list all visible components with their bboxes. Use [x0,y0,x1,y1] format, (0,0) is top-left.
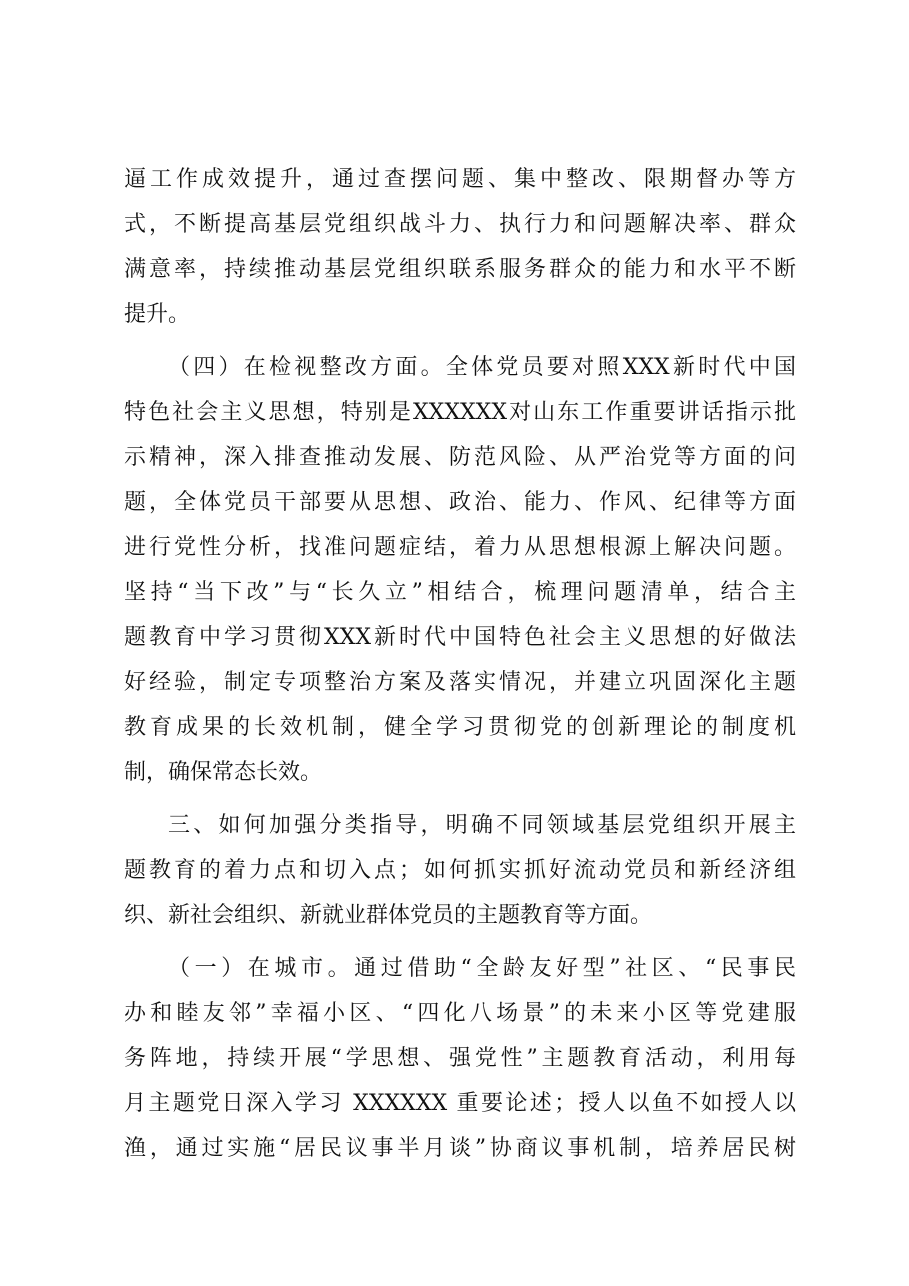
text-line: 坚持“当下改”与“长久立”相结合，梳理问题清单，结合主 [124,580,796,605]
text-line: 提升。 [124,302,191,327]
text-line: 制，确保常态长效。 [124,760,323,785]
text-line: 进行党性分析，找准问题症结，着力从思想根源上解决问题。 [124,535,796,560]
text-line: 题教育中学习贯彻XXX新时代中国特色社会主义思想的好做法 [124,625,796,650]
text-line: 题教育的着力点和切入点；如何抓实抓好流动党员和新经济组 [124,858,796,883]
text-line: 特色社会主义思想，特别是XXXXXX对山东工作重要讲话指示批 [124,400,796,425]
text-line: 满意率，持续推动基层党组织联系服务群众的能力和水平不断 [124,257,796,282]
text-line: 教育成果的长效机制，健全学习贯彻党的创新理论的制度机 [124,715,796,740]
text-line: 渔，通过实施“居民议事半月谈”协商议事机制，培养居民树 [124,1136,796,1161]
text-line: 三、如何加强分类指导，明确不同领域基层党组织开展主 [168,813,796,838]
text-line: 示精神，深入排查推动发展、防范风险、从严治党等方面的问 [124,445,796,470]
text-line: （四）在检视整改方面。全体党员要对照XXX新时代中国 [168,355,796,380]
paragraph-1 [124,157,796,337]
text-line: 题，全体党员干部要从思想、政治、能力、作风、纪律等方面 [124,490,796,515]
text-line: 逼工作成效提升，通过查摆问题、集中整改、限期督办等方 [124,167,796,192]
text-line: （一）在城市。通过借助“全龄友好型”社区、“民事民 [168,956,796,981]
text-line: 式，不断提高基层党组织战斗力、执行力和问题解决率、群众 [124,212,796,237]
paragraph-2 [124,345,796,795]
text-line: 务阵地，持续开展“学思想、强党性”主题教育活动，利用每 [124,1046,796,1071]
paragraph-4 [124,946,796,1171]
text-line: 月主题党日深入学习 XXXXXX 重要论述；授人以鱼不如授人以 [124,1091,796,1116]
paragraph-3 [124,803,796,938]
text-line: 织、新社会组织、新就业群体党员的主题教育等方面。 [124,903,653,928]
text-line: 办和睦友邻”幸福小区、“四化八场景”的未来小区等党建服 [124,1001,796,1026]
text-line: 好经验，制定专项整治方案及落实情况，并建立巩固深化主题 [124,670,796,695]
document-body [124,157,796,1171]
